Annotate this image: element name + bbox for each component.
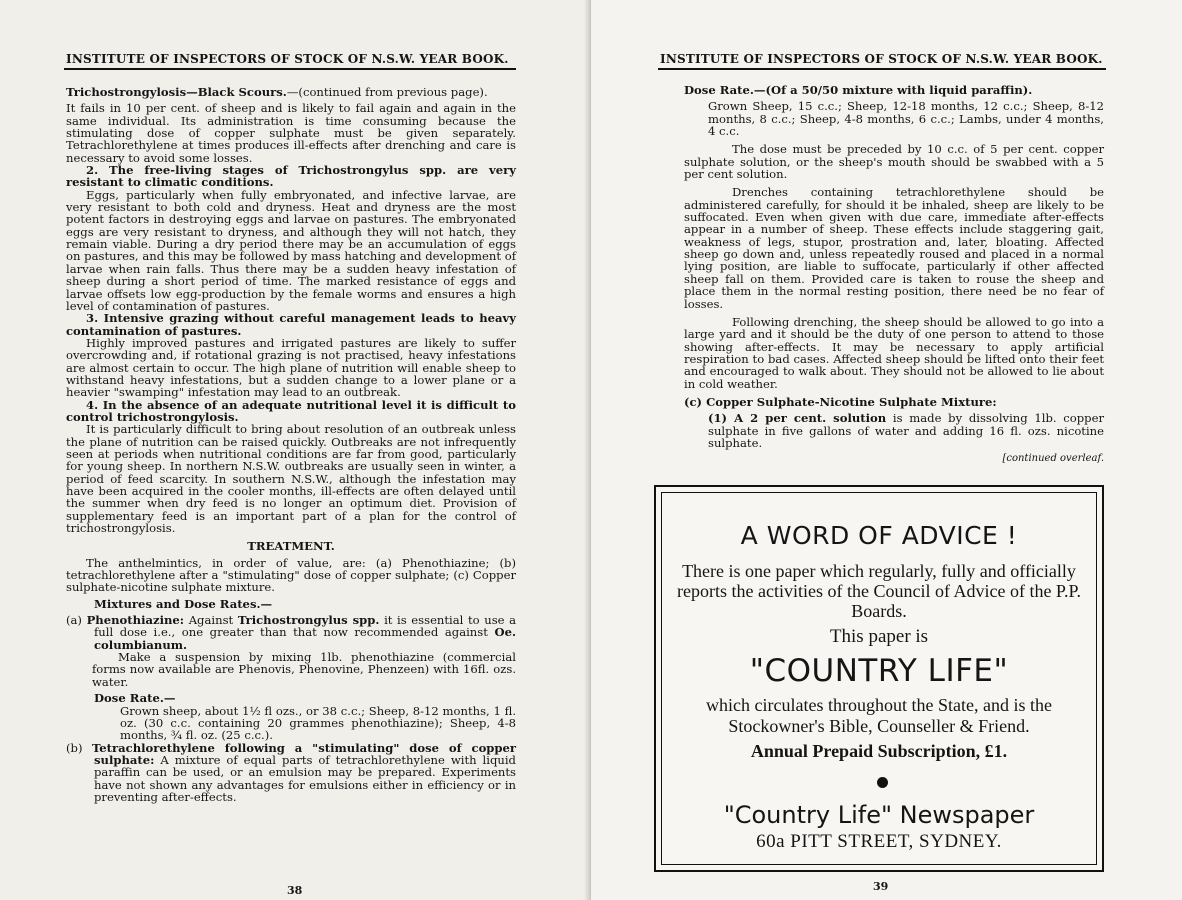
list-item: (b) Tetrachlorethylene following a "stimulating" dose of copper sulphate: A mixture of equal parts of tetrachlorethylene with liquid paraffin can be used, or an emulsion may be prepared. Experiments have not shown any advantages for emulsions either in efficiency or in preventing after-effects. [66, 740, 517, 804]
advertisement [654, 485, 1104, 872]
paragraph: Drenches containing tetrachlorethylene should be administered carefully, for should it be inhaled, sheep are likely to be suffocated. Even when given with due care, immediate after-effects appear in a number of sheep. These effects include staggering gait, weakness of legs, stupor, prostration and, later, bloating. Affected sheep go down and, unless repeatedly roused and placed in a normal lying position, are liable to suffocate, particularly if other affected sheep fall on them. Provided care is taken to rouse the sheep and place them in the normal resting position, there need be no fear of losses. [684, 185, 1104, 311]
paragraph: The dose must be preceded by 10 c.c. of 5 per cent. copper sulphate solution, or the sheep's mouth should be swabbed with a 5 per cent solution. [684, 142, 1104, 182]
paragraph: It is particularly difficult to bring about resolution of an outbreak unless the plane of nutrition can be raised quickly. Outbreaks are not infrequently seen at periods when nutritional conditions are far from good, particularly for young sheep. In northern N.S.W. outbreaks are usually seen in winter, a period of feed scarcity. In southern N.S.W., although the infestation may have been acquired in the cooler months, ill-effects are often delayed until the summer when dry feed is no longer an optimum diet. Provision of supplementary feed is an important part of a plan for the control of trichostrongylosis. [66, 422, 516, 536]
header-rule [64, 68, 516, 70]
header-rule [658, 68, 1106, 70]
paragraph: Eggs, particularly when fully embryonated, and infective larvae, are very resistant to both cold and dryness. Heat and dryness are the most potent factors in destroying eggs and larvae on pastures. The embryonated eggs are very resistant to dryness, and although they will not hatch, they remain viable. During a dry period there may be an accumulation of eggs on pastures, and this may be followed by mass hatching and development of larvae when rain falls. Thus there may be a sudden heavy infestation of sheep during a short period of time. The marked resistance of eggs and larvae offsets low egg-production by the female worms and ensures a high level of contamination of pastures. [66, 187, 516, 313]
right-page-text [684, 84, 1104, 466]
ad-newspaper: "Country Life" Newspaper [723, 801, 1035, 829]
ad-description: which circulates throughout the State, and is the Stockowner's Bible, Counseller & Friend. [706, 695, 1052, 736]
paragraph: It fails in 10 per cent. of sheep and is likely to fail again and again in the same individual. Its administration is time consuming because the stimulating dose of copper sulphate must be given separately. Tetrachlorethylene at times produces ill-effects after drenching and care is necessary to avoid some losses. [66, 101, 516, 165]
numbered-heading: 2. The free-living stages of Trichostrongylus spp. are very resistant to climatic conditions. [66, 163, 516, 190]
numbered-heading: 4. In the absence of an adequate nutritional level it is difficult to control trichostrongylosis. [66, 397, 516, 424]
ad-paper-name: "COUNTRY LIFE" [749, 653, 1009, 689]
paragraph: Grown Sheep, 15 c.c.; Sheep, 12-18 months, 12 c.c.; Sheep, 8-12 months, 8 c.c.; Sheep, 4-8 months, 6 c.c.; Lambs, under 4 months, 4 c.c. [708, 99, 1104, 139]
left-page-text [66, 86, 516, 803]
section-heading: Trichostrongylosis—Black Scours.—(continued from previous page). [66, 85, 488, 99]
ad-address: 60a PITT STREET, SYDNEY. [756, 831, 1002, 852]
subheading: (c) Copper Sulphate-Nicotine Sulphate Mixture: [684, 394, 997, 409]
ad-body: There is one paper which regularly, fully and officially reports the activities of the Council of Advice of the P.P. Boards. [677, 561, 1081, 621]
ad-headline: A WORD OF ADVICE ! [740, 521, 1018, 550]
running-head: INSTITUTE OF INSPECTORS OF STOCK OF N.S.W. YEAR BOOK. [660, 52, 1103, 66]
page-number: 38 [287, 884, 303, 897]
ad-this-paper: This paper is [829, 626, 929, 647]
subheading: Mixtures and Dose Rates.— [94, 596, 273, 611]
paragraph: Grown sheep, about 1½ fl ozs., or 38 c.c.; Sheep, 8-12 months, 1 fl. oz. (30 c.c. containing 20 grammes phenothiazine); Sheep, 4-8 months, ¾ fl. oz. (25 c.c.). [120, 703, 516, 743]
subheading: Dose Rate.—(Of a 50/50 mixture with liquid paraffin). [684, 83, 1033, 97]
page-number: 39 [873, 880, 889, 893]
paragraph: (1) A 2 per cent. solution is made by dissolving 1lb. copper sulphate in five gallons of water and adding 16 fl. ozs. nicotine sulphate. [708, 411, 1104, 450]
page-38 [0, 0, 590, 900]
continued-note: [continued overleaf. [1002, 453, 1104, 465]
bullet-icon [877, 777, 888, 788]
paragraph: Highly improved pastures and irrigated pastures are likely to suffer overcrowding and, if rotational grazing is not practised, heavy infestations are almost certain to occur. The high plane of nutrition will enable sheep to withstand heavy infestations, but a sudden change to a lower plane or a heavier "swamping" infestation may lead to an outbreak. [66, 335, 516, 400]
paragraph: Make a suspension by mixing 1lb. phenothiazine (commercial forms now available are Phenovis, Phenovine, Phenzeen) with 16fl. ozs. water. [92, 650, 516, 689]
ad-subscription: Annual Prepaid Subscription, £1. [750, 741, 1008, 761]
subheading: Dose Rate.— [94, 691, 176, 706]
treatment-heading: TREATMENT. [247, 539, 335, 554]
numbered-heading: 3. Intensive grazing without careful management leads to heavy contamination of pastures. [66, 311, 516, 338]
list-item: (a) Phenothiazine: Against Trichostrongylus spp. it is essential to use a full dose i.e., one greater than that now recommended against Oe. columbianum. [66, 613, 517, 652]
paragraph: The anthelmintics, in order of value, are: (a) Phenothiazine; (b) tetrachlorethylene after a "stimulating" dose of copper sulphate; (c) Copper sulphate-nicotine sulphate mixture. [66, 555, 516, 595]
paragraph: Following drenching, the sheep should be allowed to go into a large yard and it should be the duty of one person to attend to those showing after-effects. It may be necessary to apply artificial respiration to bad cases. Affected sheep should be lifted onto their feet and encouraged to walk about. They should not be allowed to lie about in cold weather. [684, 314, 1104, 391]
running-head: INSTITUTE OF INSPECTORS OF STOCK OF N.S.W. YEAR BOOK. [66, 52, 509, 66]
advertisement-inner-border [661, 492, 1097, 865]
